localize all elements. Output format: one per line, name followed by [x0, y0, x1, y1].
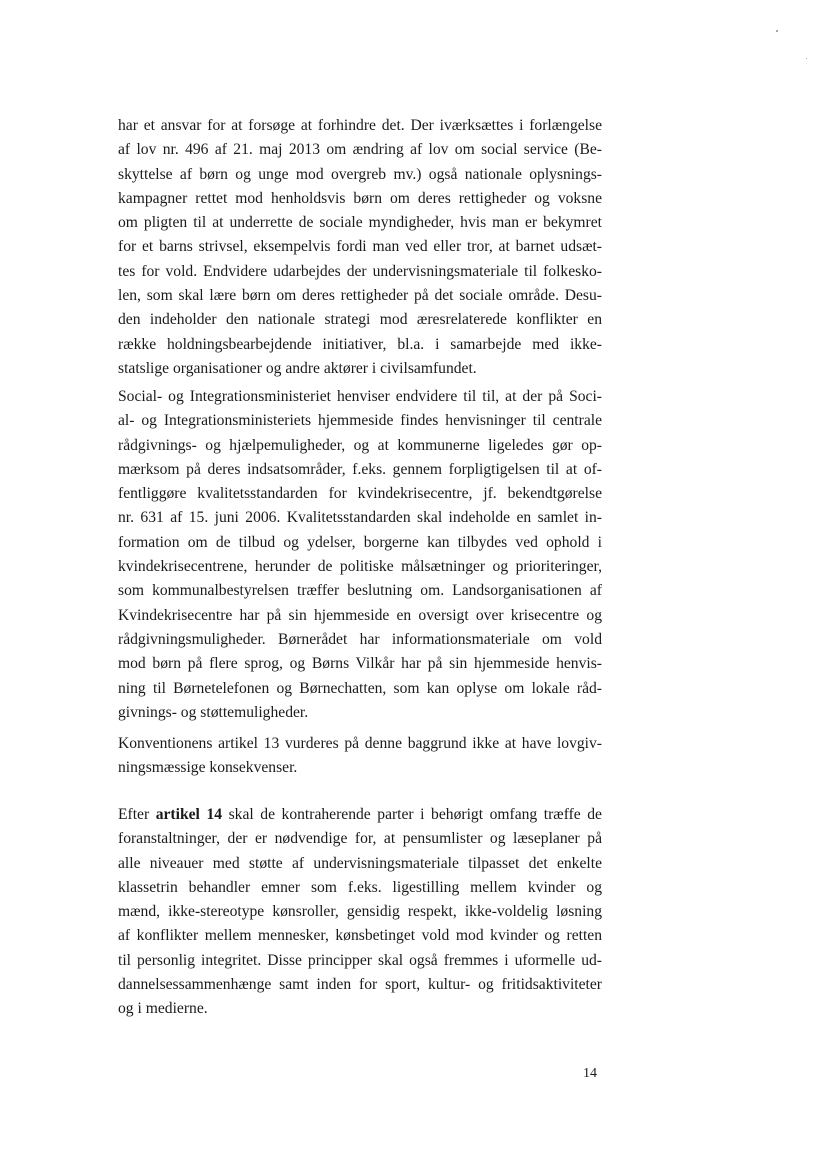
- paragraph-line: ningsmæssige konsekvenser.: [118, 759, 298, 777]
- paragraph-line: række holdningsbearbejdende initiativer, bl.a. i samarbejde med ikke-: [118, 335, 602, 353]
- paragraph-line: [118, 803, 602, 827]
- paragraph-line: formation om de tilbud og ydelser, borgerne kan tilbydes ved ophold i: [118, 533, 602, 551]
- paragraph-line: som kommunalbestyrelsen træffer beslutning om. Landsorganisationen af: [118, 582, 602, 600]
- paragraph-line: mænd, ikke-stereotype kønsroller, gensidig respekt, ikke-voldelig løsning: [118, 903, 602, 921]
- paragraph-line: kvindekrisecentrene, herunder de politiske målsætninger og prioriteringer,: [118, 558, 602, 576]
- paragraph-line: kampagner rettet mod henholdsvis børn om deres rettigheder og voksne: [118, 189, 602, 207]
- article-reference: artikel 14: [155, 806, 223, 823]
- paragraph-line: af lov nr. 496 af 21. maj 2013 om ændring af lov om social service (Be-: [118, 141, 602, 159]
- paragraph-line: Social- og Integrationsministeriet henviser endvidere til til, at der på Soci-: [118, 388, 602, 405]
- paragraph-line: mærksom på deres indsatsområder, f.eks. gennem forpligtigelsen til at of-: [118, 460, 602, 478]
- paragraph-line: alle niveauer med støtte af undervisningsmateriale tilpasset det enkelte: [118, 854, 602, 872]
- paragraph-1: [118, 114, 602, 381]
- paragraph-line: dannelsessammenhænge samt inden for sport, kultur- og fritidsaktiviteter: [118, 976, 602, 994]
- paragraph-line: nr. 631 af 15. juni 2006. Kvalitetsstandarden skal indeholde en samlet in-: [118, 509, 602, 527]
- paragraph-line: rådgivningsmuligheder. Børnerådet har informationsmateriale om vold: [118, 630, 602, 648]
- paragraph-line: fentliggøre kvalitetsstandarden for kvindekrisecentre, jf. bekendtgørelse: [118, 485, 602, 503]
- paragraph-line: tes for vold. Endvidere udarbejdes der undervisningsmateriale til folkesko-: [118, 262, 602, 280]
- paragraph-line: len, som skal lære børn om deres rettigheder på det sociale område. Desu-: [118, 287, 602, 305]
- paragraph-line: skyttelse af børn og unge mod overgreb mv.) også nationale oplysnings-: [118, 165, 602, 183]
- paragraph-line: rådgivnings- og hjælpemuligheder, og at kommunerne ligeledes gør op-: [118, 436, 602, 454]
- paragraph-line: af konflikter mellem mennesker, kønsbetinget vold mod kvinder og retten: [118, 927, 602, 945]
- paragraph-line: givnings- og støttemuligheder.: [118, 703, 309, 721]
- paragraph-line: mod børn på flere sprog, og Børns Vilkår har på sin hjemmeside henvis-: [118, 655, 602, 673]
- paragraph-3: [118, 732, 602, 781]
- paragraph-line: ning til Børnetelefonen og Børnechatten, som kan oplyse om lokale råd-: [118, 679, 602, 697]
- paragraph-line: statslige organisationer og andre aktører i civilsamfundet.: [118, 359, 477, 377]
- paragraph-line: har et ansvar for at forsøge at forhindre det. Der iværksættes i forlængelse: [118, 117, 602, 134]
- paragraph-line: Kvindekrisecentre har på sin hjemmeside en oversigt over krisecentre og: [118, 606, 602, 624]
- paragraph-line: al- og Integrationsministeriets hjemmeside findes henvisninger til centrale: [118, 412, 602, 430]
- paragraph-line: til personlig integritet. Disse principper skal også fremmes i uformelle ud-: [118, 951, 602, 969]
- paragraph-line: foranstaltninger, der er nødvendige for, at pensumlister og læseplaner på: [118, 830, 602, 848]
- text-run: Efter: [118, 806, 156, 823]
- paragraph-line: klassetrin behandler emner som f.eks. ligestilling mellem kvinder og: [118, 878, 602, 896]
- scan-speck: [776, 30, 778, 32]
- paragraph-2: [118, 385, 602, 725]
- paragraph-line: om pligten til at underrette de sociale myndigheder, hvis man er bekymret: [118, 214, 602, 232]
- page-number: 14: [583, 1066, 597, 1081]
- text-run: skal de kontraherende parter i behørigt omfang træffe de: [222, 806, 602, 823]
- paragraph-line: Konventionens artikel 13 vurderes på denne baggrund ikke at have lovgiv-: [118, 735, 602, 752]
- paragraph-4: [118, 803, 602, 1022]
- scan-speck: [806, 58, 807, 59]
- paragraph-line: og i medierne.: [118, 1000, 208, 1018]
- paragraph-line: for et barns strivsel, eksempelvis fordi man ved eller tror, at barnet udsæt-: [118, 238, 602, 256]
- paragraph-line: den indeholder den nationale strategi mod æresrelaterede konflikter en: [118, 311, 602, 329]
